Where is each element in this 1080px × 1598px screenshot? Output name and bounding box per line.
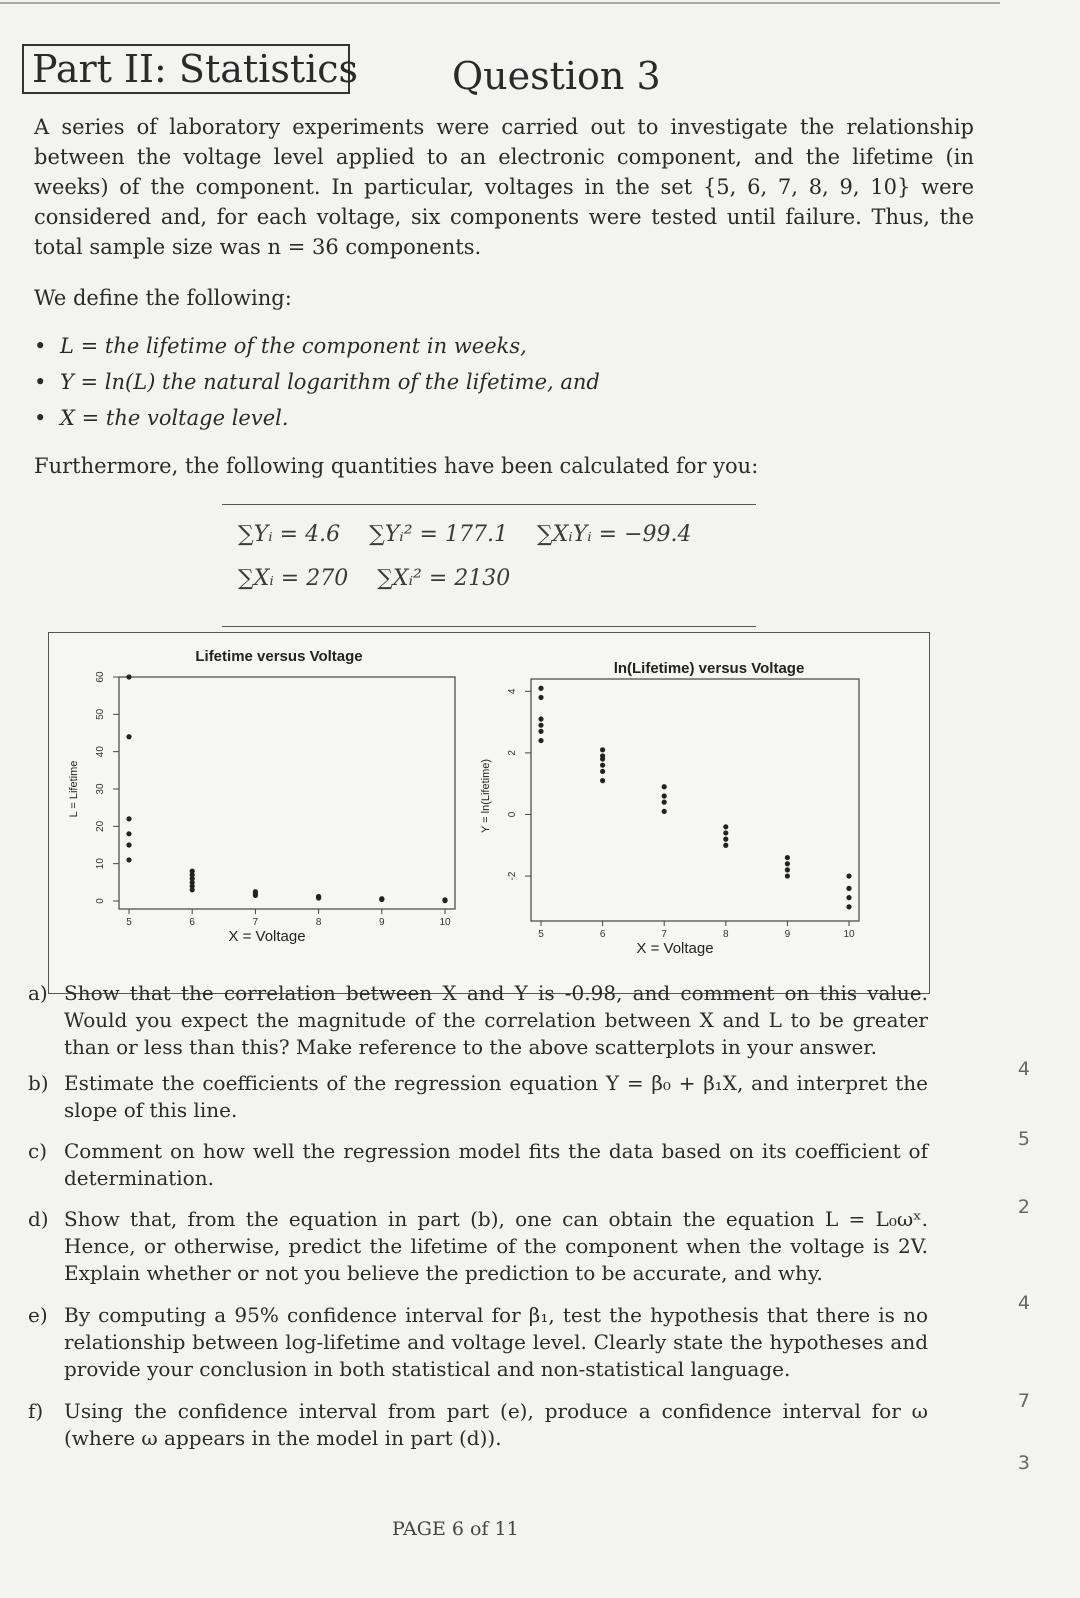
data-point	[785, 867, 790, 872]
data-point	[538, 716, 543, 721]
data-point	[785, 873, 790, 878]
data-point	[253, 893, 258, 898]
y-tick-label: 30	[95, 783, 106, 795]
x-tick-label: 8	[315, 917, 322, 928]
sums-bottom-rule	[222, 626, 756, 627]
data-point	[723, 843, 728, 848]
marks-e: 7	[1017, 1390, 1030, 1412]
furthermore-line: Furthermore, the following quantities have been calculated for you:	[34, 454, 759, 478]
data-point	[190, 887, 195, 892]
question-label: c)	[28, 1139, 48, 1163]
data-point	[662, 809, 667, 814]
data-point	[723, 830, 728, 835]
y-axis-label: Y = ln(Lifetime)	[480, 758, 492, 834]
scatterplots	[49, 633, 931, 995]
marks-b: 5	[1017, 1128, 1030, 1150]
question-text: Estimate the coefficients of the regression equation Y = β₀ + β₁X, and interpret the slope of this line.	[64, 1071, 928, 1122]
part-title: Part II: Statistics	[22, 44, 350, 94]
question-title: Question 3	[452, 54, 661, 98]
define-line: We define the following:	[34, 286, 292, 310]
data-point	[126, 816, 131, 821]
data-point	[846, 886, 851, 891]
data-point	[600, 756, 605, 761]
sum-y: ∑Yᵢ = 4.6	[238, 522, 341, 547]
sums-top-rule	[222, 504, 756, 505]
question-e	[28, 1302, 928, 1383]
question-text: Show that, from the equation in part (b), one can obtain the equation L = L₀ωˣ. Hence, or otherwise, predict the lifetime of the component when the voltage is 2V. Explain whether or not you believe the prediction to be accurate, and why.	[64, 1207, 928, 1285]
data-point	[538, 723, 543, 728]
data-point	[600, 769, 605, 774]
data-point	[538, 729, 543, 734]
data-point	[126, 674, 131, 679]
x-tick-label: 7	[252, 917, 259, 928]
question-text: Using the confidence interval from part (e), produce a confidence interval for ω (where ω appears in the model in part (d)).	[64, 1399, 928, 1450]
y-tick-label: 50	[95, 708, 106, 720]
question-text: Comment on how well the regression model fits the data based on its coefficient of determination.	[64, 1139, 928, 1190]
x-tick-label: 9	[379, 917, 385, 928]
data-point	[538, 686, 543, 691]
y-axis-label: L = Lifetime	[68, 760, 80, 818]
data-point	[785, 855, 790, 860]
data-point	[662, 784, 667, 789]
question-text: By computing a 95% confidence interval for β₁, test the hypothesis that there is no relationship between log-lifetime and voltage level. Clearly state the hypotheses and provide your conclusion in both statistical and non-statistical language.	[64, 1303, 928, 1381]
data-point	[600, 763, 605, 768]
question-label: d)	[28, 1207, 49, 1231]
data-point	[600, 747, 605, 752]
sums-row-2	[238, 566, 532, 591]
data-point	[785, 861, 790, 866]
data-point	[538, 695, 543, 700]
question-d	[28, 1206, 928, 1287]
y-tick-label: 0	[507, 811, 518, 818]
data-point	[126, 857, 131, 862]
definition-item: • X = the voltage level.	[34, 406, 289, 430]
question-c	[28, 1138, 928, 1192]
data-point	[442, 898, 447, 903]
marks-f: 3	[1017, 1452, 1030, 1474]
data-point	[723, 824, 728, 829]
page-number: PAGE 6 of 11	[392, 1518, 519, 1540]
data-point	[662, 800, 667, 805]
question-text: Show that the correlation between X and Y is -0.98, and comment on this value. Would you expect the magnitude of the correlation between X and L to be greater than or less than this? Make reference to the above scatterplots in your answer.	[64, 981, 928, 1059]
data-point	[126, 842, 131, 847]
x-tick-label: 9	[784, 929, 791, 940]
marks-a: 4	[1017, 1058, 1030, 1080]
chart-title: ln(Lifetime) versus Voltage	[613, 660, 805, 677]
definition-item: • L = the lifetime of the component in weeks,	[34, 334, 527, 358]
question-a	[28, 980, 928, 1061]
x-tick-label: 7	[661, 929, 667, 940]
question-label: f)	[28, 1399, 44, 1423]
data-point	[316, 895, 321, 900]
chart-title: Lifetime versus Voltage	[195, 648, 363, 665]
definition-item: • Y = ln(L) the natural logarithm of the lifetime, and	[34, 370, 600, 394]
intro-paragraph: A series of laboratory experiments were carried out to investigate the relationship between the voltage level applied to an electronic component, and the lifetime (in weeks) of the component. In particular, voltages in the set {5, 6, 7, 8, 9, 10} were considered and, for each voltage, six components were tested until failure. Thus, the total sample size was n = 36 components.	[34, 115, 974, 259]
data-point	[600, 778, 605, 783]
x-axis-label: X = Voltage	[228, 928, 306, 945]
data-point	[846, 904, 851, 909]
data-point	[846, 873, 851, 878]
x-tick-label: 8	[723, 929, 729, 940]
sum-x: ∑Xᵢ = 270	[238, 566, 349, 591]
x-tick-label: 6	[189, 917, 195, 928]
y-tick-label: -2	[507, 871, 518, 881]
top-rule	[0, 2, 1000, 4]
y-tick-label: 40	[95, 746, 106, 758]
y-tick-label: 0	[95, 898, 106, 904]
data-point	[126, 831, 131, 836]
data-point	[723, 837, 728, 842]
question-label: b)	[28, 1071, 49, 1095]
question-b	[28, 1070, 928, 1124]
question-label: e)	[28, 1303, 48, 1327]
x-tick-label: 5	[126, 917, 132, 928]
data-point	[662, 793, 667, 798]
x-axis-label: X = Voltage	[636, 940, 714, 957]
data-point	[538, 738, 543, 743]
data-point	[379, 897, 384, 902]
sums-row-1	[238, 522, 714, 547]
question-f	[28, 1398, 928, 1452]
y-tick-label: 10	[95, 858, 106, 870]
sum-xy: ∑XᵢYᵢ = −99.4	[536, 522, 692, 547]
x-tick-label: 5	[538, 929, 544, 940]
sum-y2: ∑Yᵢ² = 177.1	[369, 522, 508, 547]
plot-frame	[531, 679, 859, 921]
y-tick-label: 60	[95, 671, 106, 683]
question-label: a)	[28, 981, 48, 1005]
plot-frame	[119, 677, 455, 909]
data-point	[846, 895, 851, 900]
scatterplot-figure	[48, 632, 930, 994]
data-point	[126, 734, 131, 739]
x-tick-label: 10	[843, 929, 855, 940]
x-tick-label: 10	[439, 917, 451, 928]
definitions-list	[34, 334, 600, 442]
x-tick-label: 6	[599, 929, 606, 940]
y-tick-label: 2	[507, 750, 518, 756]
marks-c: 2	[1017, 1196, 1030, 1218]
y-tick-label: 20	[95, 820, 106, 832]
y-tick-label: 4	[507, 688, 518, 695]
marks-d: 4	[1017, 1292, 1030, 1314]
sum-x2: ∑Xᵢ² = 2130	[377, 566, 511, 591]
